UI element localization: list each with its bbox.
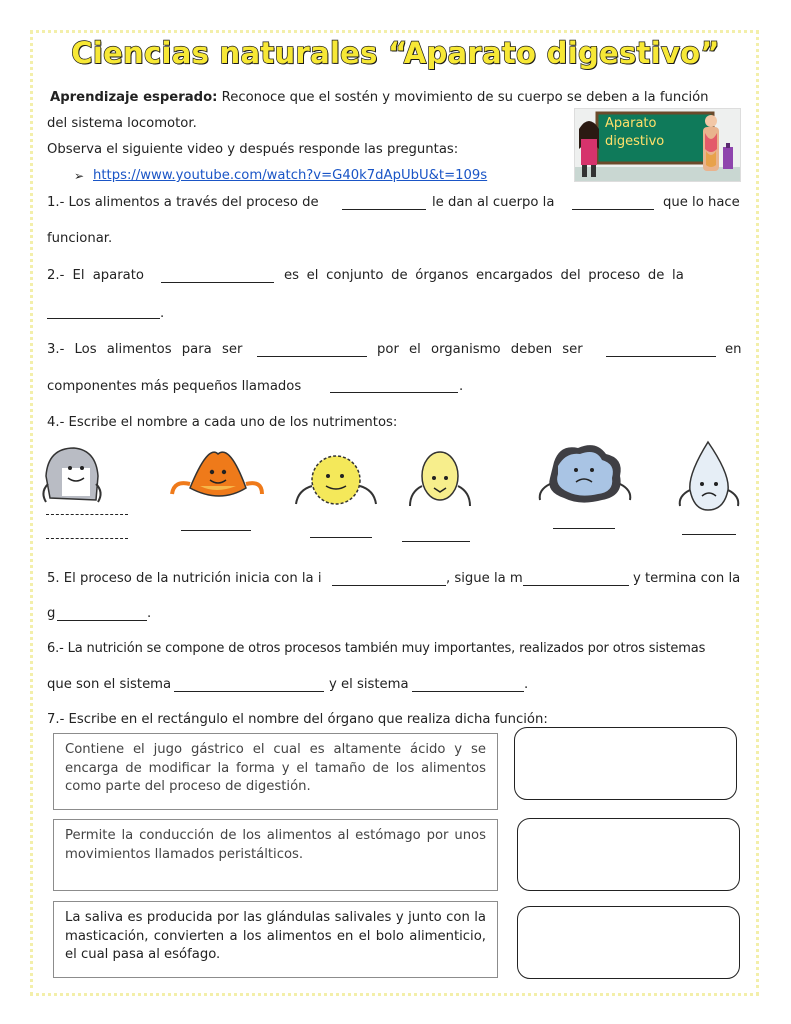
nutrient-blank-1a[interactable] <box>46 514 128 515</box>
nutrient-character-6 <box>680 442 739 510</box>
thumbnail-text-1: Aparato <box>605 116 657 131</box>
q1-text-c: que lo hace <box>663 195 740 210</box>
nutrient-blank-1b[interactable] <box>46 538 128 539</box>
q3-blank-1[interactable] <box>257 356 367 357</box>
q3-text-a: 3.- Los alimentos para ser <box>47 342 243 357</box>
q5-text-a: 5. El proceso de la nutrición inicia con la i <box>47 571 322 586</box>
q1-text-b: le dan al cuerpo la <box>432 195 555 210</box>
q6-blank-1[interactable] <box>174 691 324 692</box>
q1-blank-2[interactable] <box>572 209 654 210</box>
q7-text: 7.- Escribe en el rectángulo el nombre del órgano que realiza dicha función: <box>47 712 548 727</box>
page-title: Ciencias naturales “Aparato digestivo” <box>71 36 720 70</box>
answer-box-3[interactable] <box>517 906 740 979</box>
q3-text-c: en <box>725 342 742 357</box>
learning-outcome-text: Reconoce que el sostén y movimiento de su cuerpo se deben a la función <box>217 90 709 105</box>
q6-text-b: que son el sistema <box>47 677 172 692</box>
video-link[interactable]: https://www.youtube.com/watch?v=G40k7dApUbU&t=109s <box>93 168 488 183</box>
learning-outcome-cont: del sistema locomotor. <box>47 116 197 131</box>
description-box-2: Permite la conducción de los alimentos al estómago por unos movimientos llamados peristálticos. <box>53 819 498 891</box>
video-thumbnail[interactable] <box>574 108 741 182</box>
nutrient-character-3 <box>296 456 376 504</box>
q3-text-b: por el organismo deben ser <box>377 342 583 357</box>
nutrient-blank-3[interactable] <box>310 537 372 538</box>
description-box-3: La saliva es producida por las glándulas salivales y junto con la masticación, convierten a los alimentos en el bolo alimenticio, el cual pasa al esófago. <box>53 901 498 978</box>
nutrient-character-2 <box>172 452 262 496</box>
q6-blank-2[interactable] <box>412 691 524 692</box>
learning-outcome <box>50 89 709 107</box>
description-box-1: Contiene el jugo gástrico el cual es altamente ácido y se encarga de modificar la forma y el tamaño de los alimentos como parte del proceso de digestión. <box>53 733 498 810</box>
q2-blank-2[interactable] <box>47 318 160 319</box>
q2-text-c: . <box>160 306 165 321</box>
q4-text: 4.- Escribe el nombre a cada uno de los nutrimentos: <box>47 415 398 430</box>
q1-text-d: funcionar. <box>47 231 113 246</box>
nutrient-blank-2[interactable] <box>181 530 251 531</box>
q1-text-a: 1.- Los alimentos a través del proceso de <box>47 195 319 210</box>
q5-blank-1[interactable] <box>332 585 446 586</box>
nutrient-character-1 <box>43 448 100 502</box>
q5-text-c: y termina con la <box>633 571 741 586</box>
q6-text-c: y el sistema <box>329 677 409 692</box>
q2-blank-1[interactable] <box>161 282 274 283</box>
nutrient-blank-4[interactable] <box>402 541 470 542</box>
q5-blank-2[interactable] <box>523 585 629 586</box>
instruction-text: Observa el siguiente video y después responde las preguntas: <box>47 142 459 157</box>
nutrient-character-5 <box>540 445 631 502</box>
nutrient-character-4 <box>410 452 470 506</box>
q3-blank-2[interactable] <box>606 356 716 357</box>
q5-text-b: , sigue la m <box>446 571 523 586</box>
bullet-arrow-icon: ➢ <box>74 169 85 183</box>
q5-text-d: g <box>47 606 56 621</box>
thumbnail-text-2: digestivo <box>605 134 665 149</box>
q3-text-e: . <box>459 379 464 394</box>
q5-text-e: . <box>147 606 152 621</box>
q2-text-b: es el conjunto de órganos encargados del proceso de la <box>284 268 684 283</box>
nutrient-characters <box>40 440 750 550</box>
q3-blank-3[interactable] <box>330 392 458 393</box>
q6-text-a: 6.- La nutrición se compone de otros procesos también muy importantes, realizados por otros sistemas <box>47 641 706 656</box>
q2-text-a: 2.- El aparato <box>47 268 144 283</box>
nutrient-blank-5[interactable] <box>553 528 615 529</box>
q3-text-d: componentes más pequeños llamados <box>47 379 302 394</box>
q6-text-d: . <box>524 677 529 692</box>
learning-outcome-label: Aprendizaje esperado: <box>50 90 218 105</box>
q5-blank-3[interactable] <box>57 620 147 621</box>
nutrient-blank-6[interactable] <box>682 534 736 535</box>
answer-box-2[interactable] <box>517 818 740 891</box>
q1-blank-1[interactable] <box>342 209 426 210</box>
answer-box-1[interactable] <box>514 727 737 800</box>
